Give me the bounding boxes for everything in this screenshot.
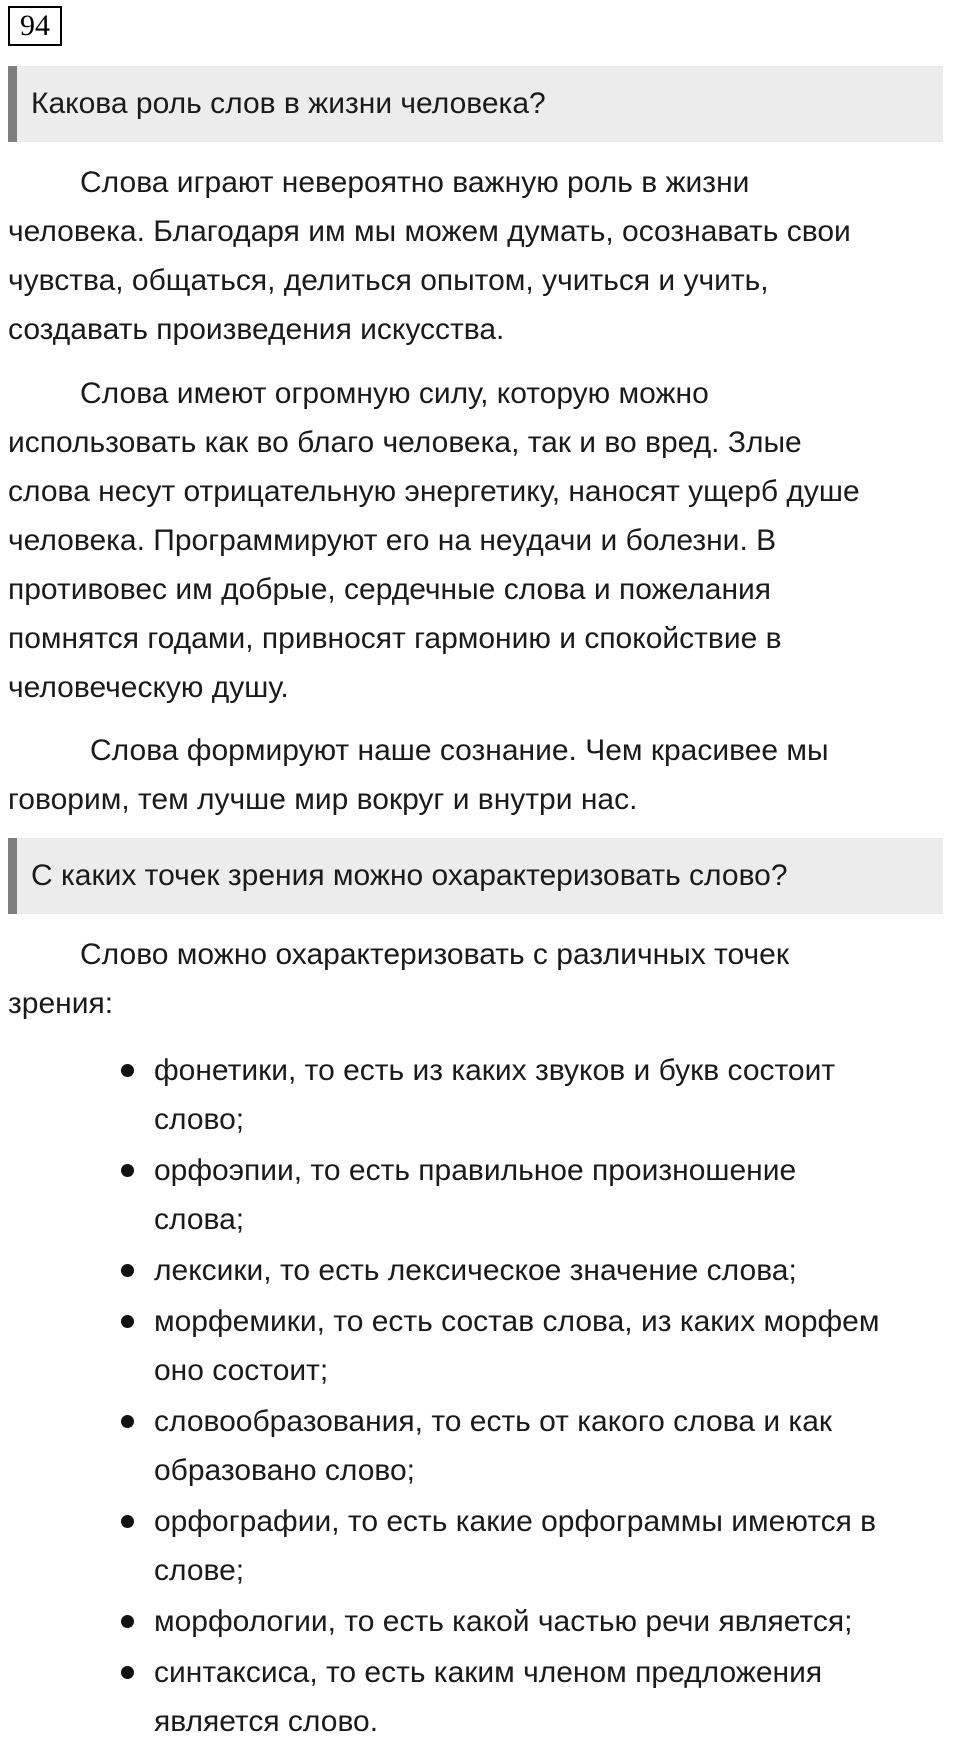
list-item — [0, 1246, 960, 1295]
list-item-line: фонетики, то есть из каких звуков и букв состоит — [154, 1054, 836, 1087]
list-item — [0, 1648, 960, 1746]
page-number: 94 — [8, 6, 62, 46]
list-item — [0, 1397, 960, 1495]
viewpoints-list — [0, 1046, 960, 1748]
question-heading: Какова роль слов в жизни человека? — [8, 66, 943, 142]
list-item-line: словообразования, то есть от какого слова и как — [154, 1405, 833, 1438]
paragraph-line: Слова имеют огромную силу, которую можно — [80, 377, 709, 410]
paragraph-line: слова несут отрицательную энергетику, наносят ущерб душе — [8, 475, 860, 508]
paragraph-line: чувства, общаться, делиться опытом, учиться и учить, — [8, 264, 769, 297]
paragraph-line: Слова формируют наше сознание. Чем красивее мы — [90, 734, 829, 767]
paragraph-line: Слово можно охарактеризовать с различных точек — [80, 938, 789, 971]
list-item-line: слова; — [154, 1203, 245, 1236]
list-item — [0, 1297, 960, 1395]
question-heading: С каких точек зрения можно охарактеризовать слово? — [8, 838, 943, 914]
bullet-icon — [121, 1666, 134, 1679]
paragraph-line: зрения: — [8, 987, 114, 1020]
answer-paragraph — [8, 158, 958, 354]
answer-paragraph — [8, 369, 958, 712]
bullet-icon — [121, 1164, 134, 1177]
paragraph-line: человека. Благодаря им мы можем думать, осознавать свои — [8, 215, 851, 248]
paragraph-line: человека. Программируют его на неудачи и болезни. В — [8, 524, 777, 557]
list-item-line: орфоэпии, то есть правильное произношение — [154, 1154, 797, 1187]
list-item — [0, 1046, 960, 1144]
list-item — [0, 1597, 960, 1646]
list-item-line: лексики, то есть лексическое значение слова; — [154, 1254, 797, 1287]
list-item — [0, 1497, 960, 1595]
bullet-icon — [121, 1515, 134, 1528]
paragraph-line: использовать как во благо человека, так и во вред. Злые — [8, 426, 802, 459]
bullet-icon — [121, 1415, 134, 1428]
list-item-line: является слово. — [154, 1705, 379, 1738]
list-item-line: слове; — [154, 1554, 245, 1587]
list-item-line: слово; — [154, 1103, 245, 1136]
bullet-icon — [121, 1615, 134, 1628]
paragraph-line: человеческую душу. — [8, 671, 289, 704]
bullet-icon — [121, 1064, 134, 1077]
list-item-line: морфологии, то есть какой частью речи является; — [154, 1605, 853, 1638]
list-item — [0, 1146, 960, 1244]
list-item-line: синтаксиса, то есть каким членом предложения — [154, 1656, 823, 1689]
paragraph-line: противовес им добрые, сердечные слова и пожелания — [8, 573, 772, 606]
bullet-icon — [121, 1264, 134, 1277]
list-item-line: морфемики, то есть состав слова, из каких морфем — [154, 1305, 880, 1338]
answer-paragraph — [8, 930, 958, 1028]
list-item-line: оно состоит; — [154, 1354, 329, 1387]
paragraph-line: говорим, тем лучше мир вокруг и внутри нас. — [8, 783, 638, 816]
paragraph-line: создавать произведения искусства. — [8, 313, 505, 346]
paragraph-line: Слова играют невероятно важную роль в жизни — [80, 166, 750, 199]
list-item-line: образовано слово; — [154, 1454, 416, 1487]
answer-paragraph — [8, 726, 958, 824]
bullet-icon — [121, 1315, 134, 1328]
list-item-line: орфографии, то есть какие орфограммы имеются в — [154, 1505, 877, 1538]
paragraph-line: помнятся годами, привносят гармонию и спокойствие в — [8, 622, 782, 655]
